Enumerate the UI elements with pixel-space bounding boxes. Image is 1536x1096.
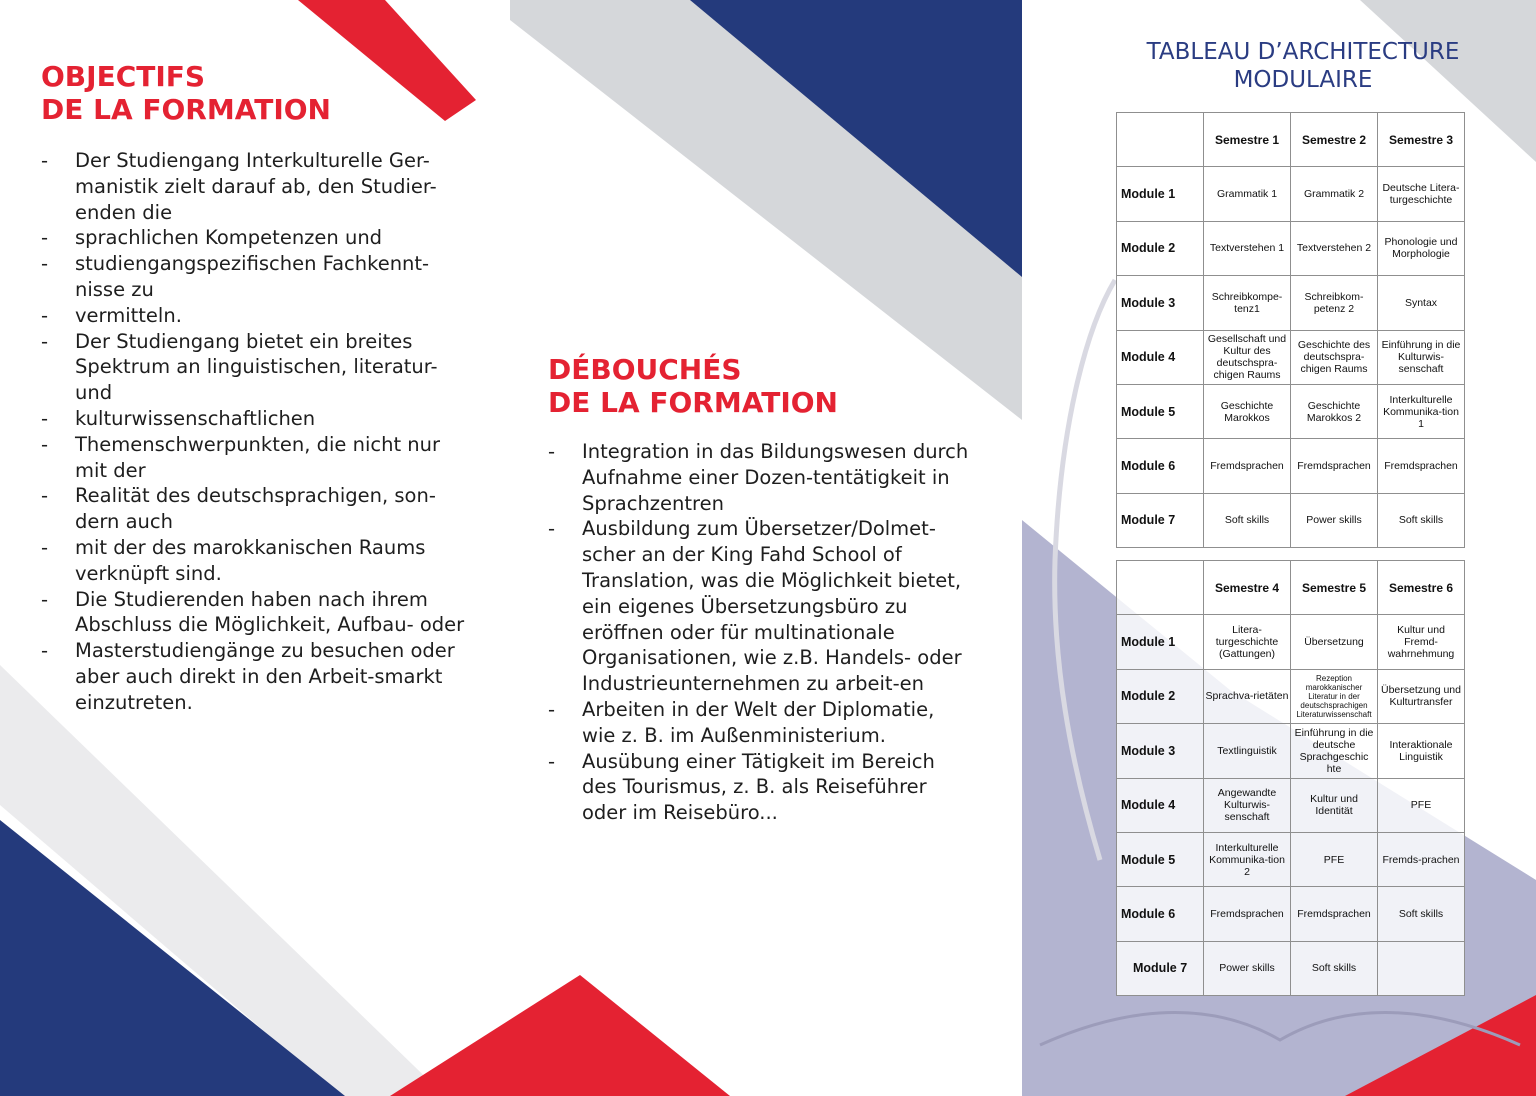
table-cell: Interaktionale Linguistik bbox=[1378, 724, 1465, 778]
list-item: - Integration in das Bildungswesen durch Aufnahme einer Dozen-tentätigkeit in Sprachzentren bbox=[548, 439, 973, 516]
list-item: - sprachlichen Kompetenzen und bbox=[41, 225, 471, 251]
table-title-line1: TABLEAU D’ARCHITECTURE bbox=[1146, 39, 1460, 65]
table-title bbox=[1118, 38, 1488, 94]
table-cell: Power skills bbox=[1204, 941, 1291, 995]
table-cell bbox=[1378, 941, 1465, 995]
module-label: Module 5 bbox=[1117, 832, 1204, 886]
semester-header: Semestre 2 bbox=[1291, 113, 1378, 167]
table-cell: Interkulturelle Kommunika-tion 2 bbox=[1204, 832, 1291, 886]
career-list bbox=[548, 439, 973, 826]
table-cell: Geschichte Marokkos 2 bbox=[1291, 384, 1378, 438]
semester-header: Semestre 5 bbox=[1291, 561, 1378, 615]
table-cell: Fremds-prachen bbox=[1378, 832, 1465, 886]
table-cell: Übersetzung und Kulturtransfer bbox=[1378, 669, 1465, 723]
table-corner-cell bbox=[1117, 113, 1204, 167]
objectives-list bbox=[41, 148, 471, 716]
career-heading-line2: DE LA FORMATION bbox=[548, 386, 838, 419]
table-row bbox=[1117, 221, 1465, 275]
module-label: Module 7 bbox=[1117, 493, 1204, 547]
table-cell: Deutsche Litera-turgeschichte bbox=[1378, 167, 1465, 221]
module-label: Module 5 bbox=[1117, 384, 1204, 438]
table-cell: Grammatik 2 bbox=[1291, 167, 1378, 221]
table-cell: Sprachva-rietäten bbox=[1204, 669, 1291, 723]
list-item: - Themenschwerpunkten, die nicht nur mit der bbox=[41, 432, 471, 484]
table-cell: Grammatik 1 bbox=[1204, 167, 1291, 221]
table-cell: Soft skills bbox=[1204, 493, 1291, 547]
table-header-row bbox=[1117, 561, 1465, 615]
table-row bbox=[1117, 493, 1465, 547]
table-cell: Einführung in die Kulturwis-senschaft bbox=[1378, 330, 1465, 384]
table-cell: Textverstehen 2 bbox=[1291, 221, 1378, 275]
table-row bbox=[1117, 330, 1465, 384]
table-cell: Textverstehen 1 bbox=[1204, 221, 1291, 275]
table-cell: Fremdsprachen bbox=[1291, 887, 1378, 941]
table-cell: Power skills bbox=[1291, 493, 1378, 547]
table-cell: Syntax bbox=[1378, 276, 1465, 330]
module-label: Module 2 bbox=[1117, 669, 1204, 723]
module-label: Module 6 bbox=[1117, 887, 1204, 941]
objectives-section bbox=[41, 60, 471, 716]
semester-header: Semestre 3 bbox=[1378, 113, 1465, 167]
table-cell: Übersetzung bbox=[1291, 615, 1378, 669]
list-item: - Arbeiten in der Welt der Diplomatie, wie z. B. im Außenministerium. bbox=[548, 697, 973, 749]
table-title-line2: MODULAIRE bbox=[1233, 67, 1373, 93]
objectives-heading bbox=[41, 60, 471, 126]
list-item: - Realität des deutschsprachigen, son-dern auch bbox=[41, 483, 471, 535]
list-item: - Der Studiengang bietet ein breites Spektrum an linguistischen, literatur- und bbox=[41, 329, 471, 406]
list-item: - mit der des marokkanischen Raums verknüpft sind. bbox=[41, 535, 471, 587]
table-cell: Gesellschaft und Kultur des deutschspra-chigen Raums bbox=[1204, 330, 1291, 384]
table-cell: Schreibkompe-tenz1 bbox=[1204, 276, 1291, 330]
table-cell: Interkulturelle Kommunika-tion 1 bbox=[1378, 384, 1465, 438]
table-cell: Einführung in die deutsche Sprachgeschic hte bbox=[1291, 724, 1378, 778]
table-cell: PFE bbox=[1378, 778, 1465, 832]
table-row bbox=[1117, 167, 1465, 221]
table-header-row bbox=[1117, 113, 1465, 167]
career-heading bbox=[548, 353, 973, 419]
table-row bbox=[1117, 276, 1465, 330]
list-item: - Ausbildung zum Übersetzer/Dolmet-scher an der King Fahd School of Translation, was die Möglichkeit bietet, ein eigenes Übersetzungsbüro zu eröffnen oder für multinationale Organisationen, wie z.B. Handels- oder Industrieunternehmen zu arbeit-en bbox=[548, 516, 973, 697]
list-item: - Masterstudiengänge zu besuchen oder aber auch direkt in den Arbeit-smarkt einzutreten. bbox=[41, 638, 471, 715]
table-row bbox=[1117, 669, 1465, 723]
table-corner-cell bbox=[1117, 561, 1204, 615]
module-label: Module 3 bbox=[1117, 276, 1204, 330]
module-label: Module 3 bbox=[1117, 724, 1204, 778]
table-row bbox=[1117, 832, 1465, 886]
table-row bbox=[1117, 887, 1465, 941]
table-row bbox=[1117, 778, 1465, 832]
list-item: - Die Studierenden haben nach ihrem Abschluss die Möglichkeit, Aufbau- oder bbox=[41, 587, 471, 639]
semester-header: Semestre 6 bbox=[1378, 561, 1465, 615]
table-cell: Fremdsprachen bbox=[1204, 887, 1291, 941]
module-table-semesters-1-3 bbox=[1116, 112, 1465, 548]
table-cell: Soft skills bbox=[1378, 887, 1465, 941]
module-label: Module 6 bbox=[1117, 439, 1204, 493]
table-cell: Schreibkom-petenz 2 bbox=[1291, 276, 1378, 330]
table-cell: Phonologie und Morphologie bbox=[1378, 221, 1465, 275]
module-label: Module 2 bbox=[1117, 221, 1204, 275]
module-label: Module 4 bbox=[1117, 778, 1204, 832]
objectives-heading-line2: DE LA FORMATION bbox=[41, 93, 331, 126]
table-cell: Geschichte des deutschspra-chigen Raums bbox=[1291, 330, 1378, 384]
table-cell: Fremdsprachen bbox=[1378, 439, 1465, 493]
table-cell: Angewandte Kulturwis-senschaft bbox=[1204, 778, 1291, 832]
table-cell: PFE bbox=[1291, 832, 1378, 886]
list-item: - Ausübung einer Tätigkeit im Bereich des Tourismus, z. B. als Reiseführer oder im Reisebüro... bbox=[548, 749, 973, 826]
module-label: Module 4 bbox=[1117, 330, 1204, 384]
table-cell: Textlinguistik bbox=[1204, 724, 1291, 778]
table-row bbox=[1117, 724, 1465, 778]
table-row bbox=[1117, 439, 1465, 493]
table-row bbox=[1117, 941, 1465, 995]
table-cell: Soft skills bbox=[1291, 941, 1378, 995]
table-cell: Fremdsprachen bbox=[1291, 439, 1378, 493]
table-cell: Litera-turgeschichte (Gattungen) bbox=[1204, 615, 1291, 669]
semester-header: Semestre 4 bbox=[1204, 561, 1291, 615]
list-item: - kulturwissenschaftlichen bbox=[41, 406, 471, 432]
module-table-semesters-4-6 bbox=[1116, 560, 1465, 996]
table-cell: Kultur und Fremd-wahrnehmung bbox=[1378, 615, 1465, 669]
table-cell: Fremdsprachen bbox=[1204, 439, 1291, 493]
list-item: - vermitteln. bbox=[41, 303, 471, 329]
table-row bbox=[1117, 615, 1465, 669]
table-cell: Kultur und Identität bbox=[1291, 778, 1378, 832]
semester-header: Semestre 1 bbox=[1204, 113, 1291, 167]
list-item: - studiengangspezifischen Fachkennt-nisse zu bbox=[41, 251, 471, 303]
module-label: Module 1 bbox=[1117, 615, 1204, 669]
table-cell: Soft skills bbox=[1378, 493, 1465, 547]
module-label: Module 7 bbox=[1117, 941, 1204, 995]
table-cell: Geschichte Marokkos bbox=[1204, 384, 1291, 438]
red-triangle-bottom-middle bbox=[390, 975, 730, 1096]
list-item: - Der Studiengang Interkulturelle Ger-manistik zielt darauf ab, den Studier-enden die bbox=[41, 148, 471, 225]
module-label: Module 1 bbox=[1117, 167, 1204, 221]
objectives-heading-line1: OBJECTIFS bbox=[41, 60, 206, 93]
table-row bbox=[1117, 384, 1465, 438]
career-section bbox=[548, 353, 973, 826]
career-heading-line1: DÉBOUCHÉS bbox=[548, 353, 742, 386]
table-cell: Rezeption marokkanischer Literatur in der deutschsprachigen Literaturwissenschaft bbox=[1291, 669, 1378, 723]
